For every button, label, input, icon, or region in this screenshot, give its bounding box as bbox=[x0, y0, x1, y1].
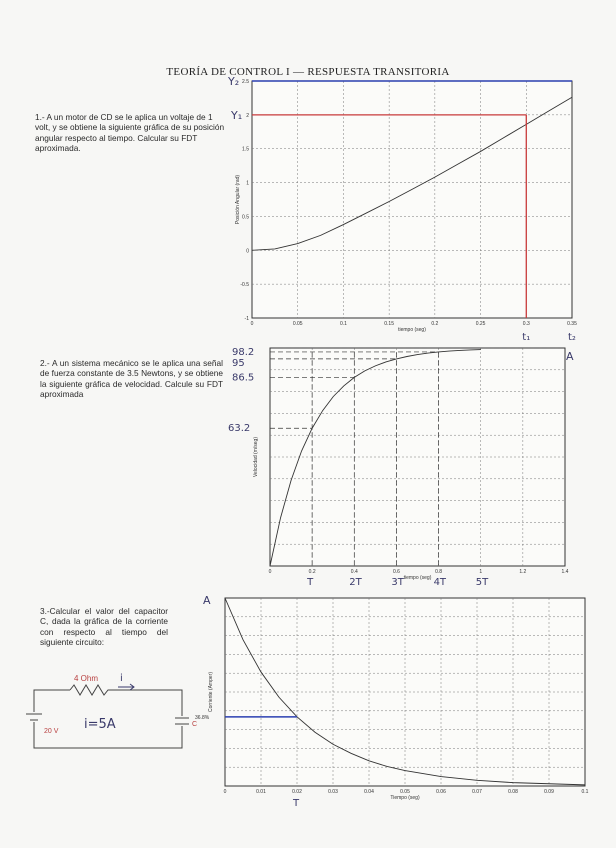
x-tick-label: 1.2 bbox=[519, 569, 527, 575]
y-axis-label: Posición Angular (rad) bbox=[235, 174, 241, 225]
x-tick-label: 0 bbox=[223, 789, 227, 795]
x-tick-label: 0.02 bbox=[292, 789, 302, 795]
y2-annotation: Y₂ bbox=[228, 75, 240, 88]
x-tick-label: 0.4 bbox=[350, 569, 358, 575]
y-tick-label: 1 bbox=[246, 180, 249, 187]
t2-annotation: t₂ bbox=[568, 332, 576, 343]
x-tick-label: 0.1 bbox=[339, 321, 347, 327]
x-tick-label: 0.1 bbox=[581, 789, 589, 795]
y-axis-label: Corriente (Amper) bbox=[208, 671, 214, 713]
final-annotation: A bbox=[566, 350, 574, 363]
level-annotation: 63.2 bbox=[228, 423, 251, 435]
x-tick-label: 0.25 bbox=[475, 321, 486, 327]
level-annotation: 36.8% bbox=[195, 714, 210, 721]
x-tick-label: 0.2 bbox=[431, 321, 439, 327]
x-tick-label: 0.2 bbox=[308, 569, 316, 575]
page-title: TEORÍA DE CONTROL I — RESPUESTA TRANSITORIA bbox=[166, 66, 450, 78]
x-axis-label: tiempo (seg) bbox=[398, 327, 426, 333]
x-tick-label: 0.04 bbox=[364, 789, 374, 795]
x-tick-label: 0.05 bbox=[400, 789, 410, 795]
x-tick-label: 1.4 bbox=[561, 569, 569, 575]
level-annotation: 98.2 bbox=[232, 346, 255, 358]
y-tick-label: 0.5 bbox=[242, 214, 249, 221]
x-tick-label: 1 bbox=[479, 569, 483, 575]
y-tick-label: 2.5 bbox=[242, 79, 249, 85]
y-tick-label: 0 bbox=[246, 248, 249, 255]
x-tick-label: 0.15 bbox=[384, 321, 395, 327]
voltage-source-icon bbox=[26, 712, 42, 722]
tau-annotation: 5T bbox=[475, 577, 489, 588]
capacitor-label: C bbox=[192, 721, 198, 728]
capacitor-icon bbox=[175, 716, 189, 726]
level-annotation: 86.5 bbox=[232, 372, 255, 384]
x-tick-label: 0.6 bbox=[392, 569, 400, 575]
x-tick-label: 0 bbox=[250, 321, 254, 327]
t1-annotation: t₁ bbox=[522, 332, 531, 343]
source-label: 20 V bbox=[44, 728, 59, 735]
y-axis-label: Velocidad (m/seg) bbox=[253, 436, 259, 478]
y-tick-label: 1.5 bbox=[242, 146, 249, 153]
resistor-label: 4 Ohm bbox=[74, 674, 99, 683]
x-tick-label: 0 bbox=[268, 569, 272, 575]
y-tick-label: -1 bbox=[244, 316, 249, 322]
problem-1-text: 1.- A un motor de CD se le aplica un voltaje de 1 volt, y se obtiene la siguiente gráfica de su posición angular respecto al tiempo. Calcular su FDT aproximada. bbox=[35, 112, 225, 154]
x-tick-label: 0.3 bbox=[522, 321, 530, 327]
tau-annotation: 3T bbox=[391, 577, 404, 588]
x-tick-label: 0.05 bbox=[292, 321, 303, 327]
current-note: i=5A bbox=[84, 717, 116, 732]
x-axis-label: tiempo (seg) bbox=[403, 575, 432, 581]
x-tick-label: 0.03 bbox=[328, 789, 338, 795]
x-tick-label: 0.06 bbox=[436, 789, 446, 795]
tau-annotation: T bbox=[293, 798, 300, 809]
x-tick-label: 0.07 bbox=[472, 789, 482, 795]
problem-3-text: 3.-Calcular el valor del capacitor C, dada la gráfica de la corriente con respecto al tiempo del siguiente circuito: bbox=[40, 606, 168, 648]
y-tick-label: -0.5 bbox=[240, 282, 249, 289]
x-tick-label: 0.8 bbox=[435, 569, 443, 575]
x-tick-label: 0.08 bbox=[508, 789, 518, 795]
tau-annotation: T bbox=[307, 577, 314, 588]
current-label: i bbox=[120, 673, 123, 684]
x-tick-label: 0.09 bbox=[544, 789, 554, 795]
y1-annotation: Y₁ bbox=[231, 108, 243, 122]
x-axis-label: Tiempo (seg) bbox=[390, 795, 420, 801]
x-tick-label: 0.35 bbox=[567, 321, 577, 327]
start-annotation: A bbox=[203, 594, 211, 607]
y-tick-label: 2 bbox=[246, 112, 249, 119]
resistor-icon bbox=[70, 684, 112, 696]
tau-annotation: 2T bbox=[349, 577, 362, 588]
problem-2-text: 2.- A un sistema mecánico se le aplica una señal de fuerza constante de 3.5 Newtons, y se obtiene la siguiente gráfica de velocidad. Calcule su FDT aproximada bbox=[40, 358, 223, 400]
x-tick-label: 0.01 bbox=[256, 789, 266, 795]
tau-annotation: 4T bbox=[433, 577, 447, 588]
level-annotation: 95 bbox=[232, 357, 245, 369]
current-arrow-icon bbox=[118, 684, 134, 690]
